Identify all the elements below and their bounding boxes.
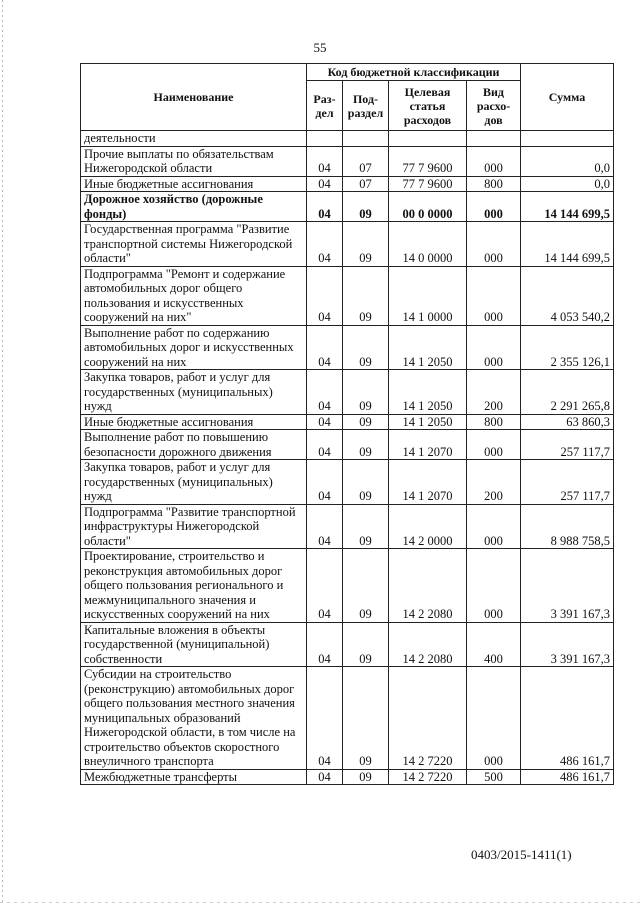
row-section: 04 [307, 222, 343, 267]
page-number: 55 [313, 40, 327, 55]
row-target: 14 1 2050 [389, 325, 467, 370]
row-type: 400 [467, 622, 521, 667]
row-amount: 486 161,7 [521, 769, 614, 785]
row-subsection: 09 [343, 266, 389, 325]
row-target: 14 1 0000 [389, 266, 467, 325]
row-type: 000 [467, 325, 521, 370]
header-subsection: Под- раздел [343, 81, 389, 131]
row-target [389, 131, 467, 147]
row-target: 77 7 9600 [389, 146, 467, 176]
row-amount: 0,0 [521, 146, 614, 176]
row-name: Подпрограмма "Ремонт и содержание автомобильных дорог общего пользования и искусственных сооружений на них" [81, 266, 307, 325]
row-target: 14 1 2070 [389, 430, 467, 460]
row-type: 000 [467, 430, 521, 460]
row-section: 04 [307, 667, 343, 770]
row-amount: 63 860,3 [521, 414, 614, 430]
table-row [81, 549, 614, 623]
row-target: 00 0 0000 [389, 192, 467, 222]
table-row [81, 504, 614, 549]
table-row [81, 769, 614, 785]
row-name: Иные бюджетные ассигнования [81, 414, 307, 430]
table-row [81, 370, 614, 415]
row-name: Межбюджетные трансферты [81, 769, 307, 785]
scan-edge-bottom [0, 902, 640, 903]
row-amount: 2 355 126,1 [521, 325, 614, 370]
table-row [81, 266, 614, 325]
table-row [81, 146, 614, 176]
table-row [81, 222, 614, 267]
table-row [81, 460, 614, 505]
row-name: Подпрограмма "Развитие транспортной инфраструктуры Нижегородской области" [81, 504, 307, 549]
table-row [81, 430, 614, 460]
row-subsection: 09 [343, 504, 389, 549]
row-name: Выполнение работ по содержанию автомобильных дорог и искусственных сооружений на них [81, 325, 307, 370]
row-type: 000 [467, 549, 521, 623]
row-target: 14 1 2070 [389, 460, 467, 505]
row-name: Закупка товаров, работ и услуг для государственных (муниципальных) нужд [81, 460, 307, 505]
table-row [81, 192, 614, 222]
row-amount: 486 161,7 [521, 667, 614, 770]
row-subsection: 09 [343, 414, 389, 430]
table-row [81, 667, 614, 770]
row-target: 14 2 2080 [389, 622, 467, 667]
row-section: 04 [307, 176, 343, 192]
row-section: 04 [307, 622, 343, 667]
row-target: 14 2 0000 [389, 504, 467, 549]
row-subsection: 09 [343, 622, 389, 667]
row-amount: 8 988 758,5 [521, 504, 614, 549]
row-target: 14 0 0000 [389, 222, 467, 267]
row-type: 000 [467, 222, 521, 267]
header-name: Наименование [81, 64, 307, 131]
row-section: 04 [307, 266, 343, 325]
row-target: 14 1 2050 [389, 414, 467, 430]
row-section: 04 [307, 370, 343, 415]
row-name: Закупка товаров, работ и услуг для государственных (муниципальных) нужд [81, 370, 307, 415]
row-subsection: 09 [343, 549, 389, 623]
row-amount: 257 117,7 [521, 430, 614, 460]
row-type: 800 [467, 176, 521, 192]
header-code-group: Код бюджетной классификации [307, 64, 521, 81]
row-section: 04 [307, 146, 343, 176]
row-type [467, 131, 521, 147]
table-row [81, 622, 614, 667]
header-type: Вид расхо- дов [467, 81, 521, 131]
table-row [81, 176, 614, 192]
row-subsection: 09 [343, 325, 389, 370]
row-target: 14 1 2050 [389, 370, 467, 415]
row-amount: 0,0 [521, 176, 614, 192]
row-name: Иные бюджетные ассигнования [81, 176, 307, 192]
row-section: 04 [307, 430, 343, 460]
row-name: Проектирование, строительство и реконструкция автомобильных дорог общего пользования регионального и межмуниципального значения и искусственных сооружений на них [81, 549, 307, 623]
header-section: Раз- дел [307, 81, 343, 131]
row-subsection: 09 [343, 430, 389, 460]
row-section: 04 [307, 504, 343, 549]
row-target: 14 2 7220 [389, 667, 467, 770]
row-subsection: 09 [343, 667, 389, 770]
row-name: Государственная программа "Развитие транспортной системы Нижегородской области" [81, 222, 307, 267]
row-subsection [343, 131, 389, 147]
row-amount: 257 117,7 [521, 460, 614, 505]
row-amount: 3 391 167,3 [521, 549, 614, 623]
row-target: 77 7 9600 [389, 176, 467, 192]
row-name: Субсидии на строительство (реконструкцию) автомобильных дорог общего пользования местного значения муниципальных образований Нижегородской области, в том числе на строительство объектов скоростного внеуличного транспорта [81, 667, 307, 770]
row-target: 14 2 7220 [389, 769, 467, 785]
row-section: 04 [307, 769, 343, 785]
row-subsection: 07 [343, 176, 389, 192]
row-type: 200 [467, 460, 521, 505]
row-section: 04 [307, 192, 343, 222]
budget-table [80, 63, 614, 785]
row-name: Дорожное хозяйство (дорожные фонды) [81, 192, 307, 222]
row-subsection: 09 [343, 222, 389, 267]
table-body [81, 131, 614, 785]
row-name: деятельности [81, 131, 307, 147]
table-row [81, 131, 614, 147]
row-type: 000 [467, 192, 521, 222]
row-section: 04 [307, 414, 343, 430]
row-type: 000 [467, 146, 521, 176]
row-type: 000 [467, 266, 521, 325]
row-type: 200 [467, 370, 521, 415]
row-subsection: 09 [343, 370, 389, 415]
row-name: Прочие выплаты по обязательствам Нижегородской области [81, 146, 307, 176]
row-amount: 4 053 540,2 [521, 266, 614, 325]
row-name: Выполнение работ по повышению безопасности дорожного движения [81, 430, 307, 460]
row-amount: 14 144 699,5 [521, 222, 614, 267]
header-target: Целевая статья расходов [389, 81, 467, 131]
document-code: 0403/2015-1411(1) [471, 847, 572, 862]
row-type: 500 [467, 769, 521, 785]
row-amount: 2 291 265,8 [521, 370, 614, 415]
row-section: 04 [307, 460, 343, 505]
row-section: 04 [307, 549, 343, 623]
row-type: 000 [467, 667, 521, 770]
row-target: 14 2 2080 [389, 549, 467, 623]
table-row [81, 414, 614, 430]
row-subsection: 09 [343, 192, 389, 222]
row-amount [521, 131, 614, 147]
header-amount: Сумма [521, 64, 614, 131]
row-subsection: 09 [343, 460, 389, 505]
row-name: Капитальные вложения в объекты государственной (муниципальной) собственности [81, 622, 307, 667]
row-type: 800 [467, 414, 521, 430]
row-section: 04 [307, 325, 343, 370]
row-section [307, 131, 343, 147]
row-subsection: 07 [343, 146, 389, 176]
row-type: 000 [467, 504, 521, 549]
scan-edge-left [2, 0, 3, 905]
row-subsection: 09 [343, 769, 389, 785]
row-amount: 14 144 699,5 [521, 192, 614, 222]
row-amount: 3 391 167,3 [521, 622, 614, 667]
table-row [81, 325, 614, 370]
table-header [81, 64, 614, 131]
